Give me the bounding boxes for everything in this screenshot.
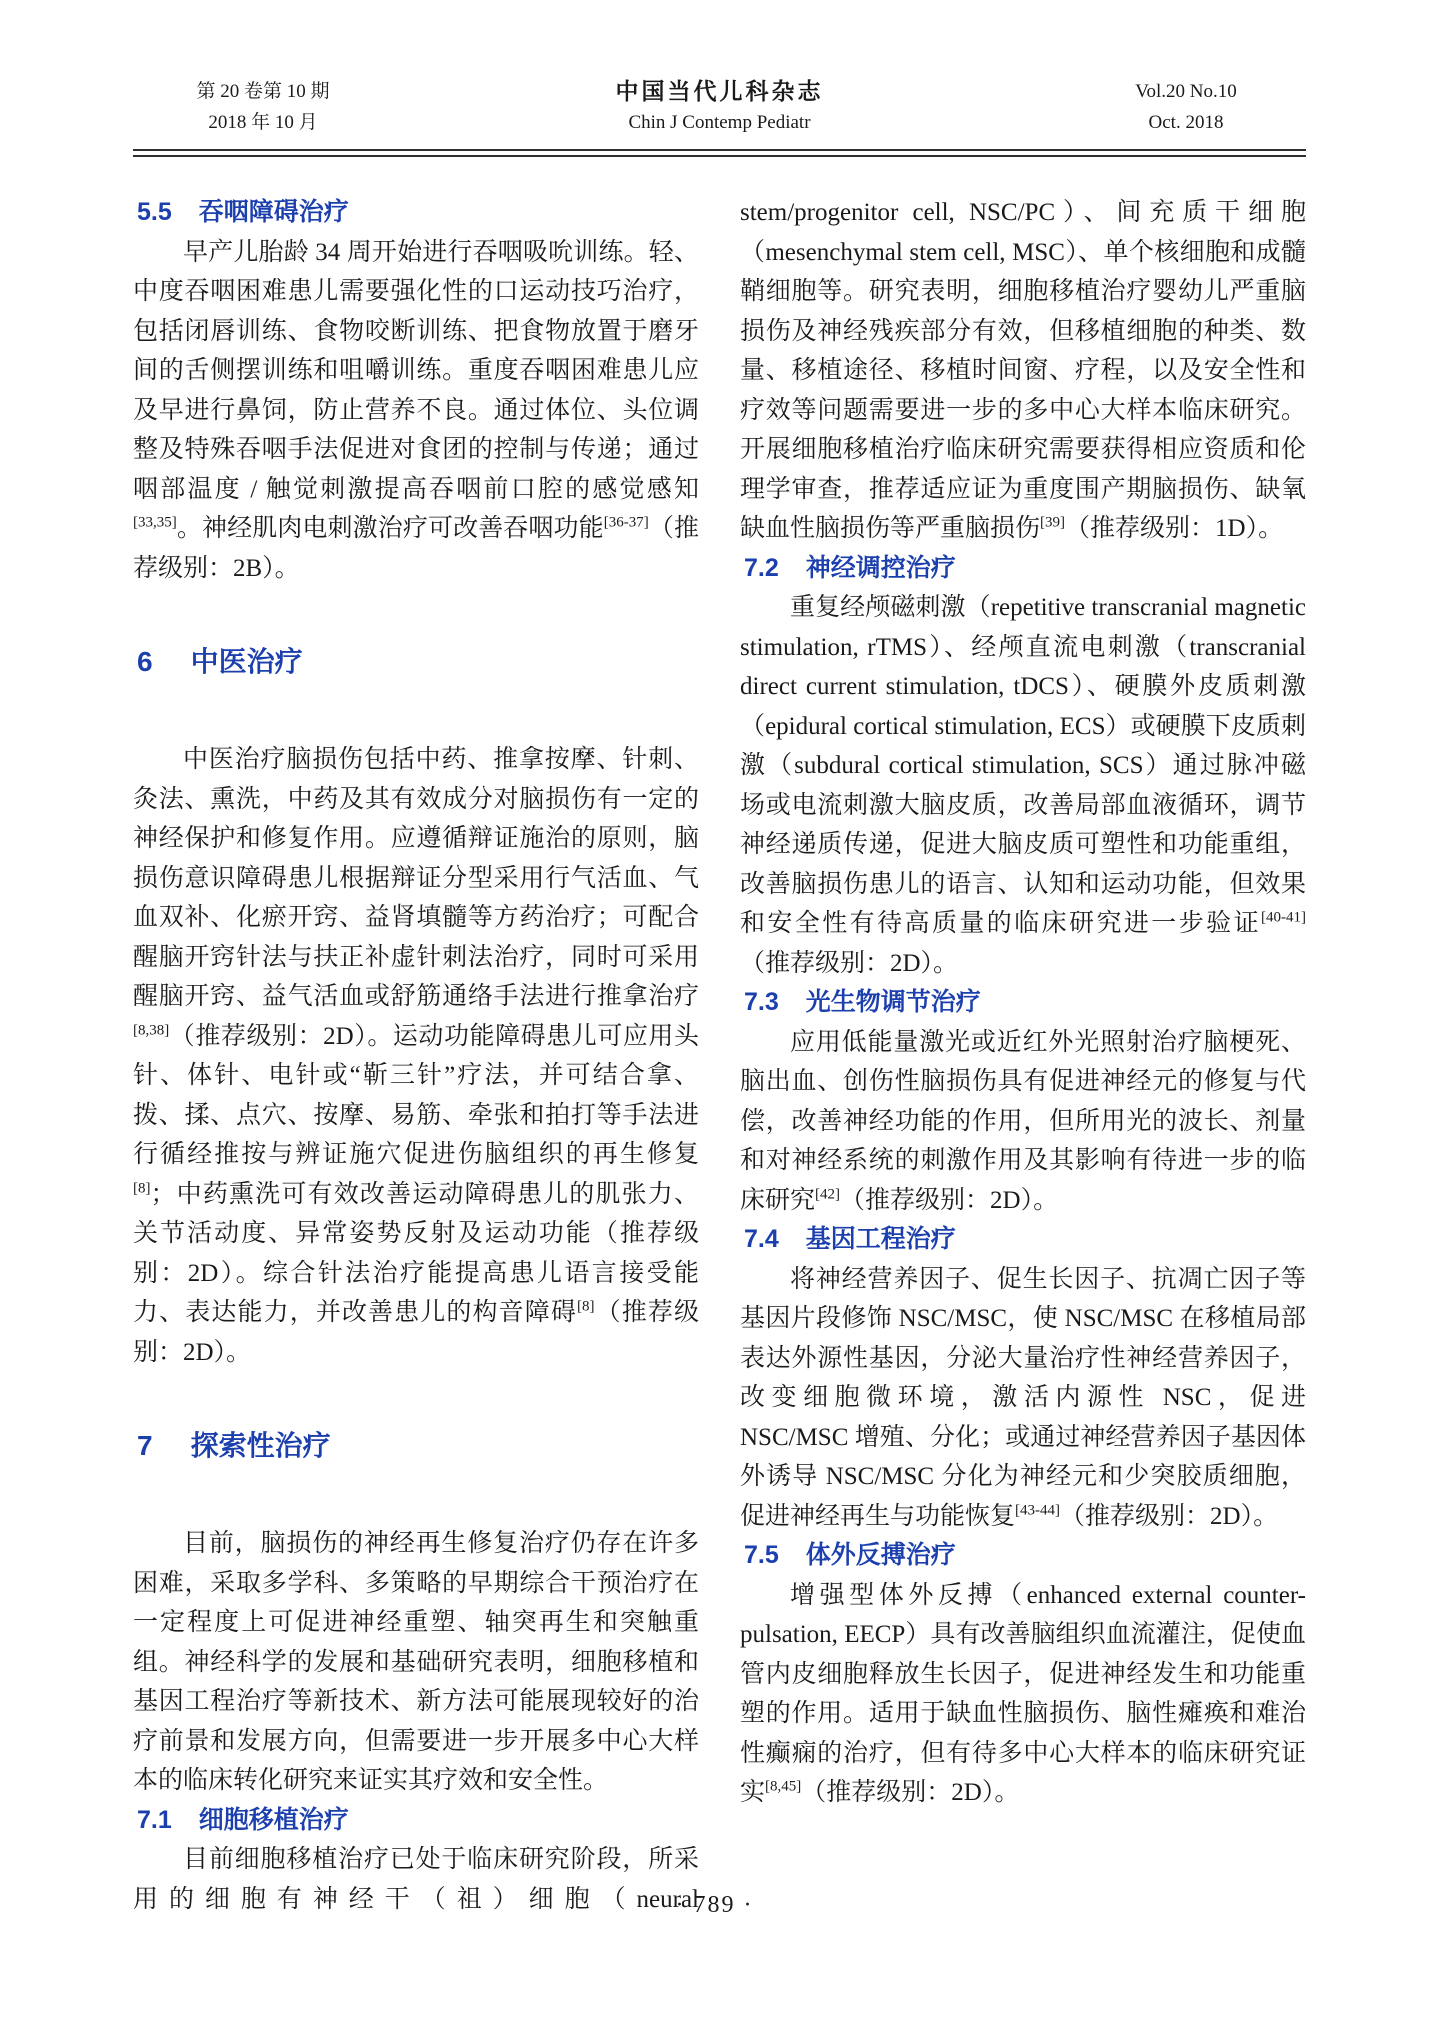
journal-title-en: Chin J Contemp Pediatr	[628, 112, 811, 133]
citation-ref: [36-37]	[603, 514, 649, 531]
paragraph: 中医治疗脑损伤包括中药、推拿按摩、针刺、灸法、熏洗，中药及其有效成分对脑损伤有一定的神经保护和修复作用。应遵循辩证施治的原则，脑损伤意识障碍患儿根据辩证分型采用行气活血、气血双补、化瘀开窍、益肾填髓等方药治疗；可配合醒脑开窍针法与扶正补虚针刺法治疗，同时可采用醒脑开窍、益气活血或舒筋通络手法进行推拿治疗[8,38]（推荐级别：2D）。运动功能障碍患儿可应用头针、体针、电针或“靳三针”疗法，并可结合拿、拨、揉、点穴、按摩、易筋、牵张和拍打等手法进行循经推按与辨证施穴促进伤脑组织的再生修复[8]；中药熏洗可有效改善运动障碍患儿的肌张力、关节活动度、异常姿势反射及运动功能（推荐级别：2D）。综合针法治疗能提高患儿语言接受能力、表达能力，并改善患儿的构音障碍[8]（推荐级别：2D）。	[133, 746, 699, 1366]
page-number: · 789 ·	[675, 1892, 754, 1918]
sub-heading-7.1	[137, 1801, 699, 1841]
journal-title-cn: 中国当代儿科杂志	[615, 79, 824, 104]
heading-title: 探索性治疗	[190, 1430, 331, 1461]
sub-heading-5.5	[137, 193, 699, 233]
sub-heading-7.5	[744, 1536, 1306, 1576]
journal-header	[133, 76, 1306, 144]
section-heading-7	[137, 1424, 699, 1468]
heading-title: 细胞移植治疗	[198, 1805, 349, 1834]
heading-number: 7.1	[137, 1805, 172, 1834]
citation-ref: [8,45]	[765, 1778, 802, 1795]
heading-number: 5.5	[137, 198, 172, 226]
citation-ref: [39]	[1040, 514, 1066, 531]
heading-title: 吞咽障碍治疗	[198, 198, 349, 226]
left-column	[133, 193, 699, 1919]
paragraph: 重复经颅磁刺激（repetitive transcranial magnetic stimulation, rTMS）、经颅直流电刺激（transcranial direct current stimulation, tDCS）、硬膜外皮质刺激（epidural cortical stimulation, ECS）或硬膜下皮质刺激（subdural cortical stimulation, SCS）通过脉冲磁场或电流刺激大脑皮质，改善局部血液循环，调节神经递质传递，促进大脑皮质可塑性和功能重组，改善脑损伤患儿的语言、认知和运动功能，但效果和安全性有待高质量的临床研究进一步验证[40-41]（推荐级别：2D）。	[740, 594, 1306, 977]
date-en: Oct. 2018	[1148, 112, 1224, 133]
heading-number: 7.5	[744, 1541, 779, 1569]
heading-number: 7.4	[744, 1225, 779, 1253]
heading-number: 7.2	[744, 553, 779, 582]
paragraph: 目前，脑损伤的神经再生修复治疗仍存在许多困难，采取多学科、多策略的早期综合干预治疗在一定程度上可促进神经重塑、轴突再生和突触重组。神经科学的发展和基础研究表明，细胞移植和基因工程治疗等新技术、新方法可能展现较好的治疗前景和发展方向，但需要进一步开展多中心大样本的临床转化研究来证实其疗效和安全性。	[133, 1530, 699, 1794]
header-journal-title	[510, 76, 930, 138]
heading-number: 7.3	[744, 988, 779, 1016]
paragraph: 增强型体外反搏（enhanced external counter-pulsation, EECP）具有改善脑组织血流灌注，促使血管内皮细胞释放生长因子，促进神经发生和功能重塑的作用。适用于缺血性脑损伤、脑性瘫痪和难治性癫痫的治疗，但有待多中心大样本的临床研究证实[8,45]（推荐级别：2D）。	[740, 1581, 1306, 1806]
heading-title: 神经调控治疗	[805, 553, 956, 582]
header-double-rule	[133, 149, 1306, 157]
paragraph: 应用低能量激光或近红外光照射治疗脑梗死、脑出血、创伤性脑损伤具有促进神经元的修复与代偿，改善神经功能的作用，但所用光的波长、剂量和对神经系统的刺激作用及其影响有待进一步的临床研究[42]（推荐级别：2D）。	[740, 1028, 1306, 1214]
paragraph: stem/progenitor cell, NSC/PC）、间充质干细胞（mesenchymal stem cell, MSC）、单个核细胞和成髓鞘细胞等。研究表明，细胞移植治疗婴幼儿严重脑损伤及神经残疾部分有效，但移植细胞的种类、数量、移植途径、移植时间窗、疗程，以及安全性和疗效等问题需要进一步的多中心大样本临床研究。开展细胞移植治疗临床研究需要获得相应资质和伦理学审查，推荐适应证为重度围产期脑损伤、缺氧缺血性脑损伤等严重脑损伤[39]（推荐级别：1D）。	[740, 199, 1306, 542]
heading-title: 体外反搏治疗	[805, 1541, 956, 1569]
citation-ref: [40-41]	[1261, 909, 1306, 926]
citation-ref: [8]	[577, 1298, 595, 1315]
section-heading-6	[137, 640, 699, 684]
paragraph: 早产儿胎龄 34 周开始进行吞咽吸吮训练。轻、中度吞咽困难患儿需要强化性的口运动技巧治疗，包括闭唇训练、食物咬断训练、把食物放置于磨牙间的舌侧摆训练和咀嚼训练。重度吞咽困难患儿应及早进行鼻饲，防止营养不良。通过体位、头位调整及特殊吞咽手法促进对食团的控制与传递；通过咽部温度 / 触觉刺激提高吞咽前口腔的感觉感知[33,35]。神经肌肉电刺激治疗可改善吞咽功能[36-37]（推荐级别：2B）。	[133, 238, 699, 582]
paragraph: 目前细胞移植治疗已处于临床研究阶段，所采用的细胞有神经干（祖）细胞（neural	[133, 1846, 699, 1913]
heading-title: 光生物调节治疗	[805, 988, 981, 1016]
heading-number: 7	[137, 1430, 153, 1461]
sub-heading-7.2	[744, 549, 1306, 589]
right-column	[740, 193, 1306, 1813]
citation-ref: [8,38]	[133, 1022, 170, 1039]
header-volume-info	[1066, 76, 1306, 138]
sub-heading-7.4	[744, 1220, 1306, 1260]
citation-ref: [42]	[815, 1186, 841, 1203]
heading-title: 中医治疗	[190, 646, 303, 677]
citation-ref: [8]	[133, 1180, 151, 1197]
header-issue-info	[133, 76, 393, 138]
heading-number: 6	[137, 646, 153, 677]
paragraph: 将神经营养因子、促生长因子、抗凋亡因子等基因片段修饰 NSC/MSC，使 NSC/MSC 在移植局部表达外源性基因，分泌大量治疗性神经营养因子，改变细胞微环境，激活内源性 NSC，促进 NSC/MSC 增殖、分化；或通过神经营养因子基因体外诱导 NSC/MSC 分化为神经元和少突胶质细胞，促进神经再生与功能恢复[43-44]（推荐级别：2D）。	[740, 1265, 1306, 1530]
citation-ref: [43-44]	[1015, 1502, 1061, 1519]
citation-ref: [33,35]	[133, 514, 177, 531]
heading-title: 基因工程治疗	[805, 1225, 956, 1253]
volume-issue-en: Vol.20 No.10	[1135, 81, 1237, 102]
date-cn: 2018 年 10 月	[208, 112, 318, 133]
sub-heading-7.3	[744, 983, 1306, 1023]
volume-issue-cn: 第 20 卷第 10 期	[196, 81, 330, 102]
